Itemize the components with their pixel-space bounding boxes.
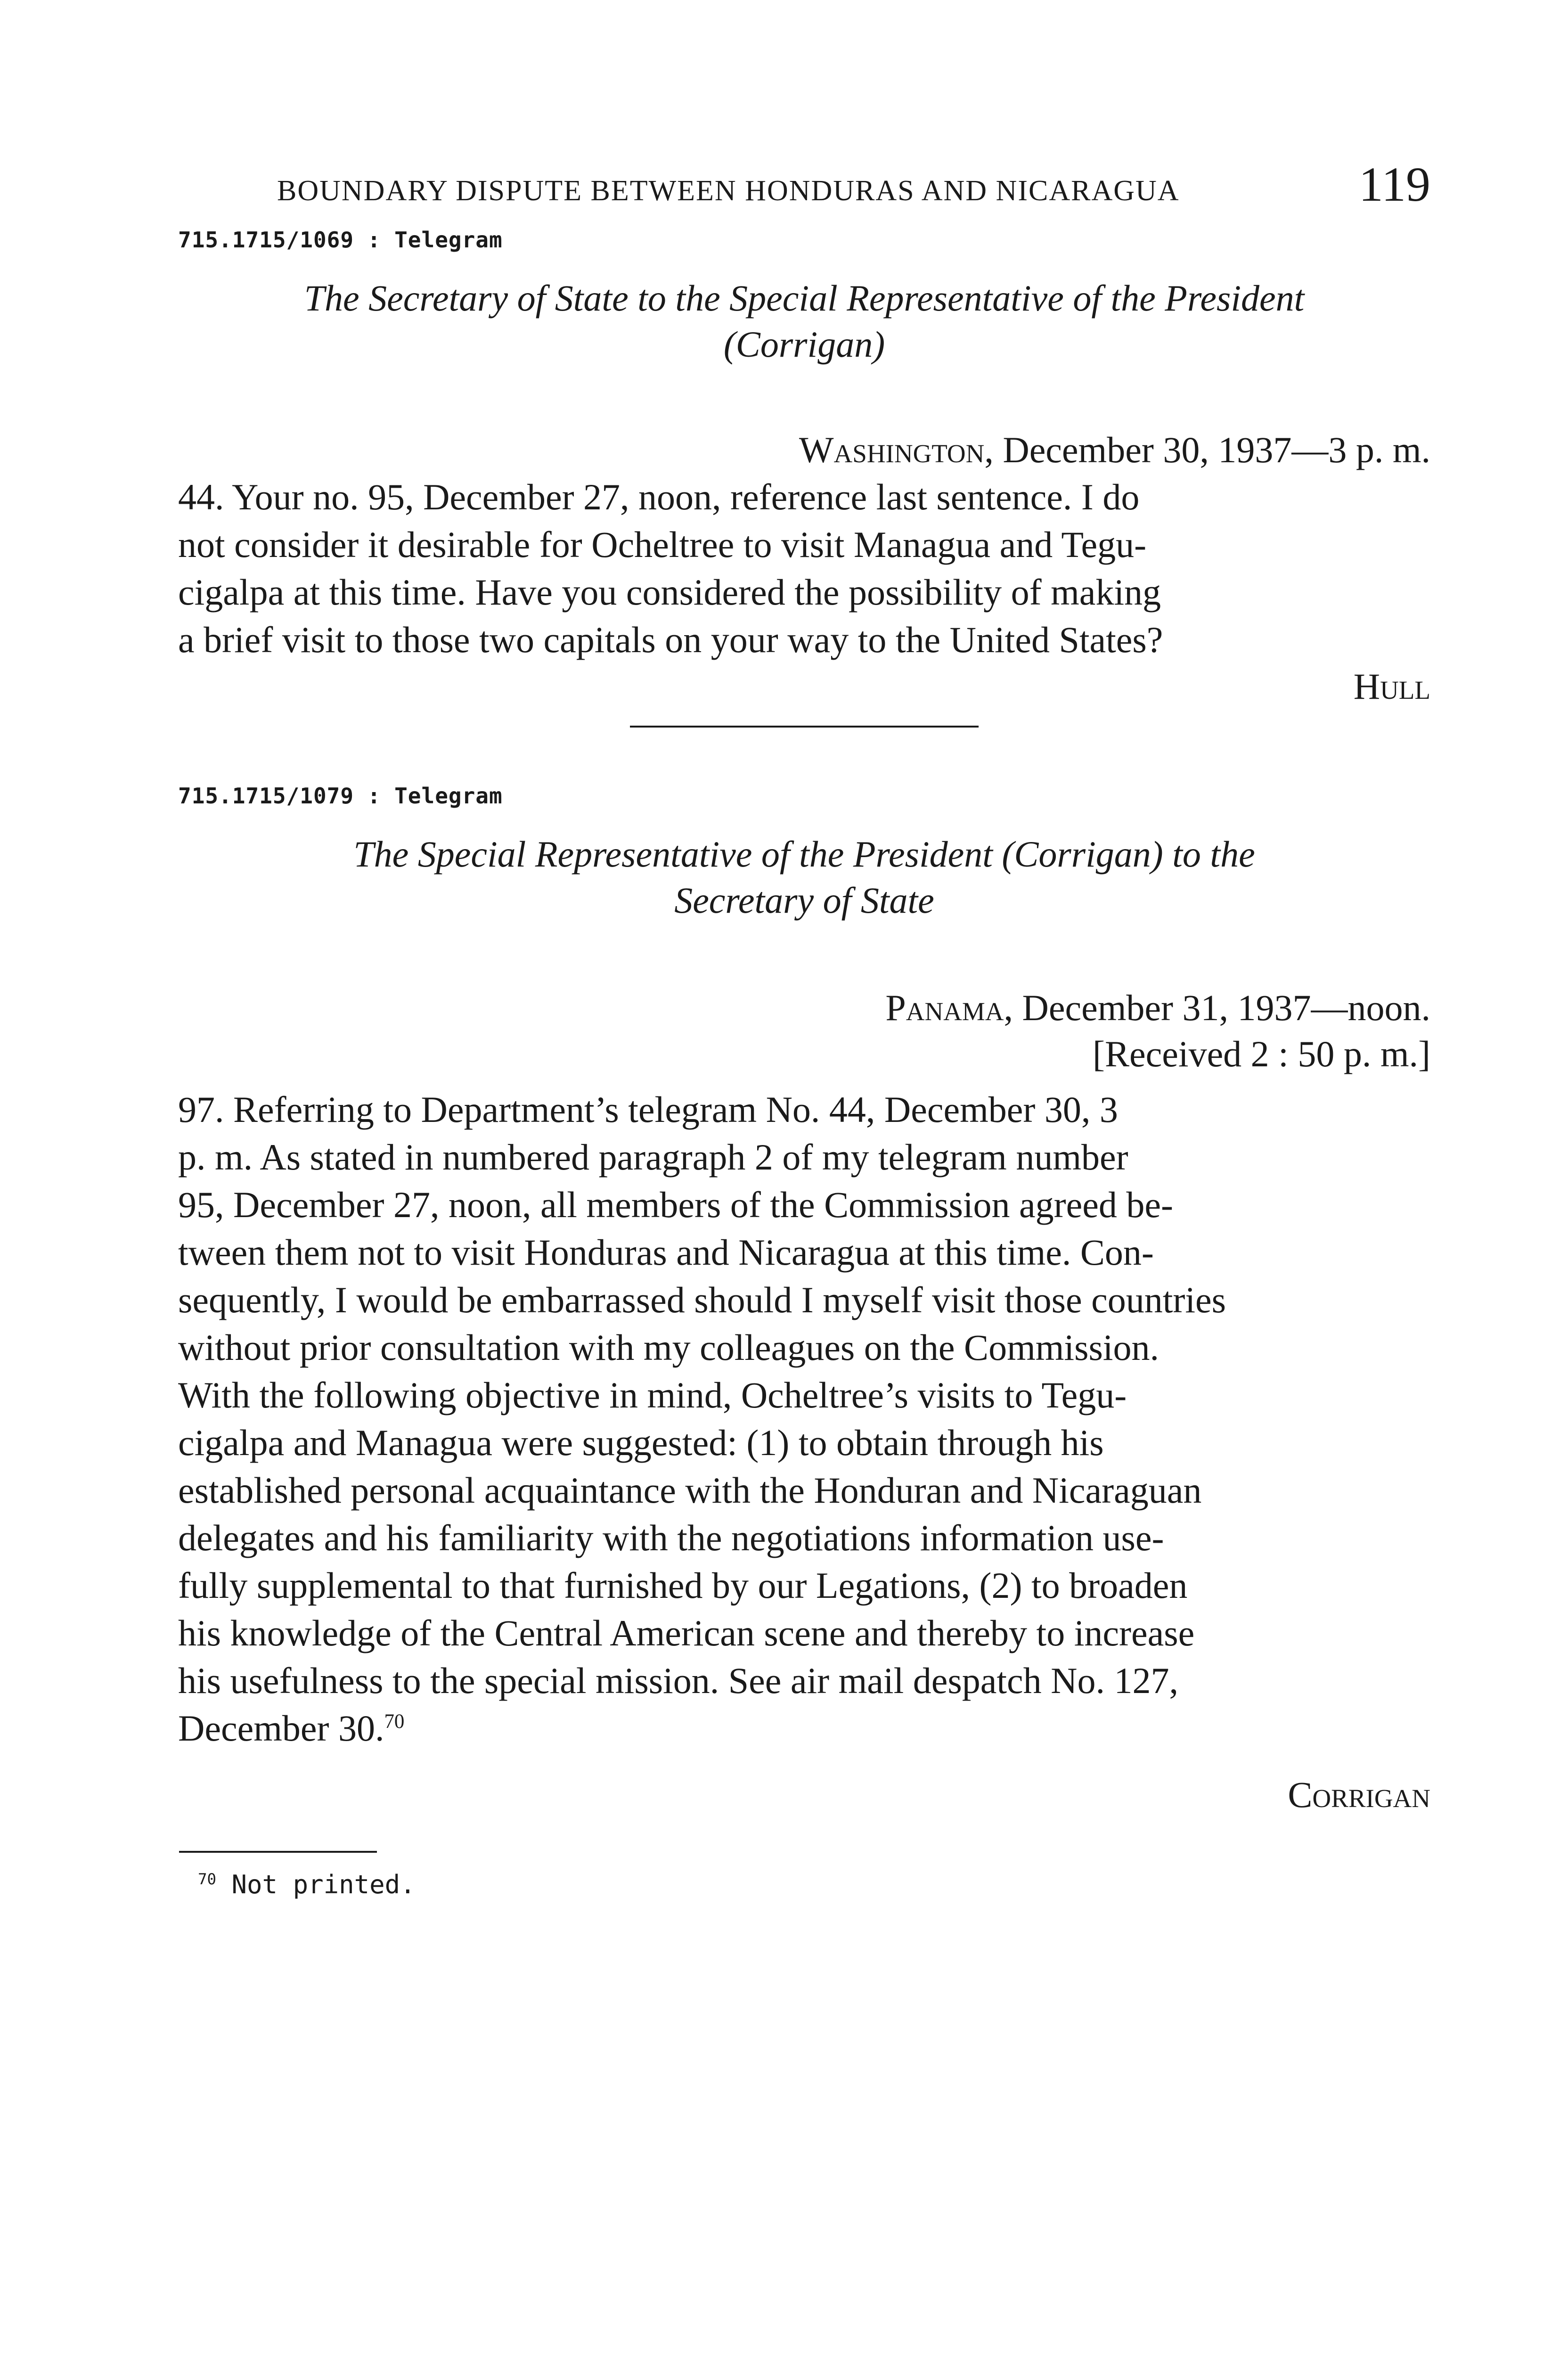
text-line: 44. Your no. 95, December 27, noon, reference last sentence. I do <box>178 476 1140 517</box>
text-line: cigalpa at this time. Have you considered the possibility of making <box>178 572 1161 613</box>
dateline-place: Washington, <box>799 429 994 470</box>
text-line: established personal acquaintance with the Honduran and Nicaraguan <box>178 1470 1202 1511</box>
text-line: delegates and his familiarity with the negotiations information use- <box>178 1517 1164 1558</box>
document-title-line: Secretary of State <box>674 880 934 921</box>
running-head <box>178 155 1430 212</box>
telegram-1069 <box>178 227 1430 710</box>
dateline-date: December 31, 1937—noon. <box>1013 987 1430 1028</box>
file-reference: 715.1715/1069 : Telegram <box>178 227 503 253</box>
last-line-text: December 30. <box>178 1708 384 1749</box>
file-reference: 715.1715/1079 : Telegram <box>178 783 503 809</box>
text-line <box>178 1704 1430 1752</box>
text-line: p. m. As stated in numbered paragraph 2 of my telegram number <box>178 1137 1128 1178</box>
telegram-1079 <box>178 783 1430 1818</box>
text-line: a brief visit to those two capitals on your way to the United States? <box>178 619 1163 660</box>
telegram-paragraph <box>178 1371 1430 1752</box>
document-title-line: The Special Representative of the President (Corrigan) to the <box>353 834 1255 875</box>
footnote <box>198 1870 1430 1899</box>
text-line: cigalpa and Managua were suggested: (1) to obtain through his <box>178 1422 1104 1463</box>
signature-corrigan: Corrigan <box>1288 1774 1430 1815</box>
footnote-number: 70 <box>198 1870 217 1888</box>
text-line: not consider it desirable for Ocheltree to visit Managua and Tegu- <box>178 524 1147 565</box>
text-line: With the following objective in mind, Ocheltree’s visits to Tegu- <box>178 1374 1127 1415</box>
text-line: 97. Referring to Department’s telegram No. 44, December 30, 3 <box>178 1089 1118 1130</box>
signature-hull: Hull <box>1353 666 1430 707</box>
text-line: tween them not to visit Honduras and Nicaragua at this time. Con- <box>178 1232 1154 1273</box>
section-divider <box>630 726 979 728</box>
document-page <box>178 155 1430 1899</box>
footnote-reference[interactable]: 70 <box>384 1710 405 1733</box>
text-line: sequently, I would be embarrassed should I myself visit those countries <box>178 1279 1226 1320</box>
document-title <box>178 275 1430 368</box>
text-line: his usefulness to the special mission. See air mail despatch No. 127, <box>178 1660 1178 1701</box>
text-line: 95, December 27, noon, all members of the Commission agreed be- <box>178 1184 1173 1225</box>
page-number: 119 <box>1358 157 1430 212</box>
text-line: without prior consultation with my colleagues on the Commission. <box>178 1327 1159 1368</box>
footnote-divider <box>179 1851 377 1853</box>
dateline <box>178 427 1430 473</box>
telegram-body <box>178 473 1430 663</box>
text-line: fully supplemental to that furnished by our Legations, (2) to broaden <box>178 1565 1188 1606</box>
telegram-paragraph <box>178 1086 1430 1371</box>
footnote-text: Not printed. <box>216 1870 416 1899</box>
dateline-place: Panama, <box>885 987 1013 1028</box>
document-title-line: The Secretary of State to the Special Representative of the President <box>304 278 1305 319</box>
received-note: [Received 2 : 50 p. m.] <box>1093 1033 1430 1074</box>
document-title <box>178 831 1430 924</box>
running-title: BOUNDARY DISPUTE BETWEEN HONDURAS AND NICARAGUA <box>277 175 1180 207</box>
dateline-date: December 30, 1937—3 p. m. <box>993 429 1430 470</box>
document-title-line: (Corrigan) <box>723 324 885 365</box>
text-line: his knowledge of the Central American scene and thereby to increase <box>178 1612 1195 1653</box>
dateline <box>178 985 1430 1031</box>
